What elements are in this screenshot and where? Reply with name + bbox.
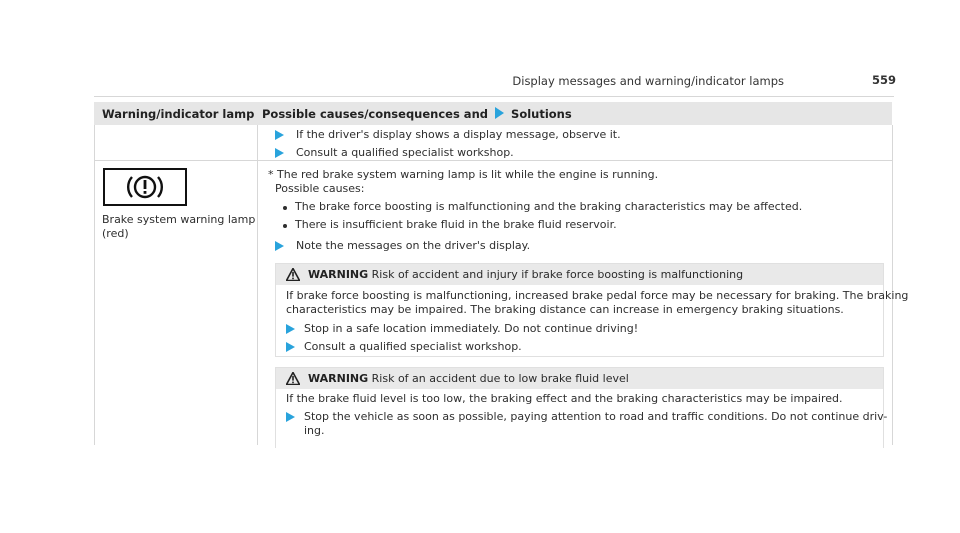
bullet-icon: [283, 206, 287, 210]
table-column-divider: [257, 125, 258, 445]
blue-arrow-icon: [275, 241, 284, 251]
possible-causes-label: Possible causes:: [275, 182, 365, 195]
warning-2-step-1-line-1: Stop the vehicle as soon as possible, paying attention to road and traffic conditions. Do not continue driv-: [304, 410, 888, 423]
warning-1-heading: [308, 268, 743, 281]
cause-item-2: There is insufficient brake fluid in the brake fluid reservoir.: [295, 218, 617, 231]
warning-triangle-icon: [286, 268, 300, 281]
row-divider: [94, 160, 893, 161]
warning-box-2: [275, 367, 888, 448]
warning-2-title: Risk of an accident due to low brake fluid level: [371, 372, 629, 385]
page-header-title: Display messages and warning/indicator lamps: [512, 74, 784, 88]
bullet-icon: [283, 224, 287, 228]
blue-arrow-icon: [275, 130, 284, 140]
page-number: 559: [872, 73, 897, 87]
solutions-arrow-icon: [495, 107, 504, 119]
column-header-causes-label: Possible causes/consequences and: [262, 107, 488, 121]
table-header: [94, 102, 892, 125]
warning-2-label: WARNING: [308, 372, 369, 385]
brake-warning-lamp-symbol: [105, 170, 185, 204]
warning-1-step-1: Stop in a safe location immediately. Do not continue driving!: [304, 322, 639, 335]
row2-intro: * The red brake system warning lamp is lit while the engine is running.: [268, 168, 659, 181]
warning-1-title: Risk of accident and injury if brake force boosting is malfunctioning: [371, 268, 744, 281]
lamp-label-line-2: (red): [102, 227, 129, 240]
table-right-border: [892, 125, 893, 445]
blue-arrow-icon: [286, 412, 295, 422]
warning-2-header: [276, 368, 883, 389]
row1-step-1: If the driver's display shows a display message, observe it.: [296, 128, 621, 141]
warning-box-1: [275, 263, 909, 357]
row2-step: Note the messages on the driver's display.: [296, 239, 531, 252]
warning-1-body-line-2: characteristics may be impaired. The braking distance can increase in emergency braking situations.: [286, 303, 844, 316]
warning-1-body-line-1: If brake force boosting is malfunctioning, increased brake pedal force may be necessary for braking. The braking: [286, 289, 909, 302]
blue-arrow-icon: [275, 148, 284, 158]
warning-2-heading: [308, 372, 629, 385]
warning-1-header: [276, 264, 883, 285]
column-header-solutions-label: Solutions: [511, 107, 572, 121]
warning-1-step-2: Consult a qualified specialist workshop.: [304, 340, 522, 353]
warning-2-body-line-1: If the brake fluid level is too low, the braking effect and the braking characteristics may be impaired.: [286, 392, 843, 405]
blue-arrow-icon: [286, 342, 295, 352]
row1-step-2: Consult a qualified specialist workshop.: [296, 146, 514, 159]
lamp-label-line-1: Brake system warning lamp: [102, 213, 256, 226]
warning-1-label: WARNING: [308, 268, 369, 281]
header-divider: [94, 96, 894, 97]
table-left-border: [94, 125, 95, 445]
brake-warning-lamp-icon: [103, 168, 187, 206]
cause-item-1: The brake force boosting is malfunctioning and the braking characteristics may be affected.: [295, 200, 803, 213]
warning-2-step-1-line-2: ing.: [304, 424, 325, 437]
blue-arrow-icon: [286, 324, 295, 334]
column-header-causes: [262, 107, 572, 121]
column-header-lamp: Warning/indicator lamp: [102, 107, 255, 121]
warning-triangle-icon: [286, 372, 300, 385]
